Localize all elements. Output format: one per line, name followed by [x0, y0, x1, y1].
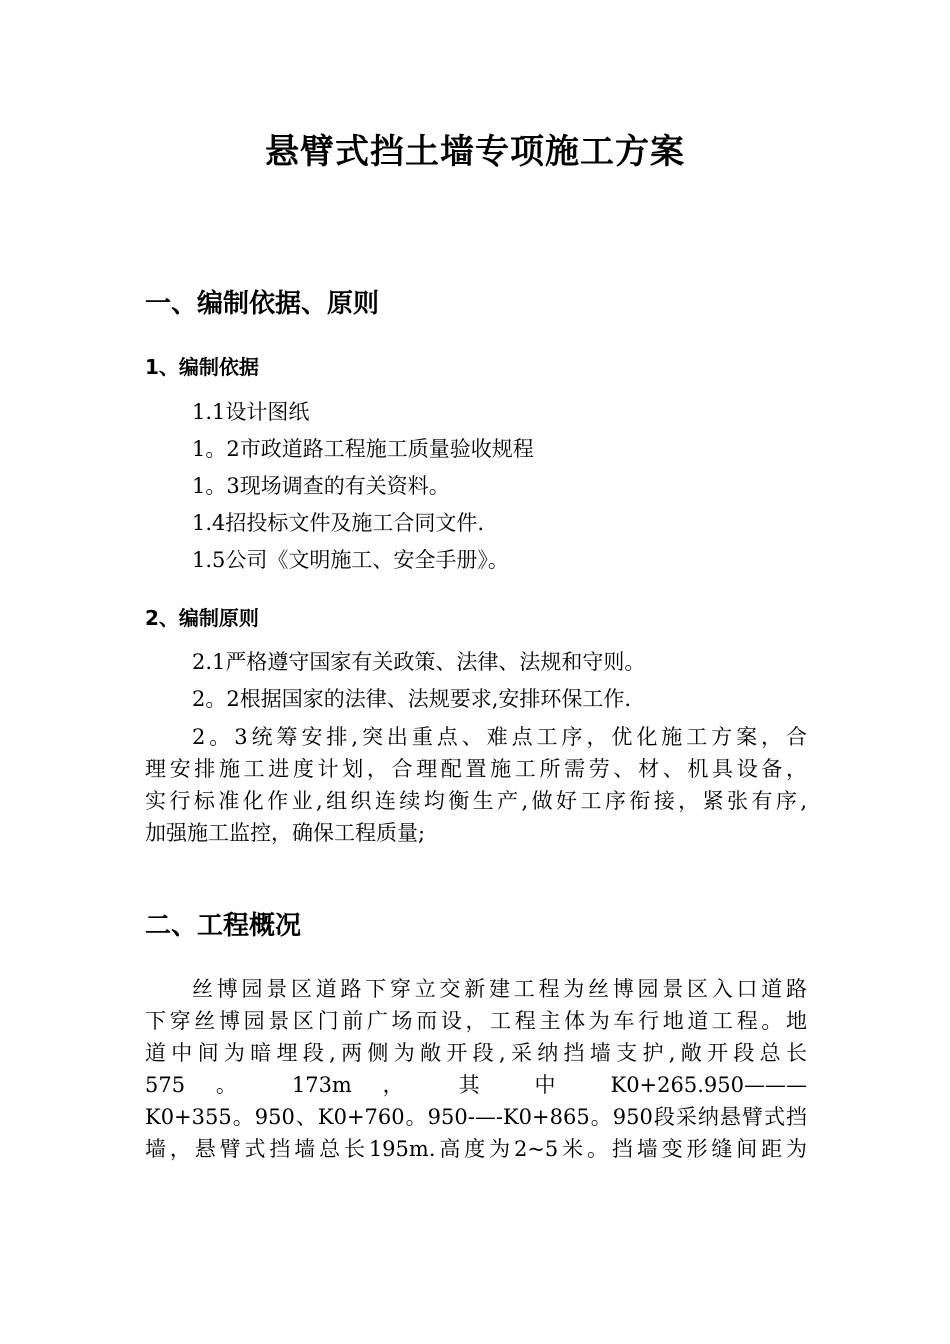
document-title: 悬臂式挡土墙专项施工方案 — [265, 132, 685, 172]
section-heading-basis-principles: 一、编制依据、原则 — [145, 289, 380, 319]
overview-paragraph — [145, 973, 807, 1165]
paragraph-line: 墙，悬臂式挡墙总长195m.高度为2~5米。挡墙变形缝间距为 — [145, 1137, 807, 1161]
list-item: 2.1严格遵守国家有关政策、法律、法规和守则。 — [192, 650, 646, 674]
paragraph-line: 加强施工监控，确保工程质量; — [145, 821, 426, 845]
paragraph-line: 理安排施工进度计划，合理配置施工所需劳、材、机具设备， — [145, 757, 807, 781]
list-item: 1。3现场调查的有关资料。 — [192, 474, 450, 498]
list-item: 1.5公司《文明施工、安全手册》。 — [192, 548, 509, 572]
paragraph-line: 下穿丝博园景区门前广场而设，工程主体为车行地道工程。地 — [145, 1009, 807, 1033]
principles-paragraph — [145, 721, 807, 849]
paragraph-line: 实行标准化作业,组织连续均衡生产,做好工序衔接，紧张有序, — [145, 789, 807, 813]
list-item: 1.1设计图纸 — [192, 400, 310, 424]
paragraph-line: 2。3统筹安排,突出重点、难点工序，优化施工方案，合 — [192, 725, 807, 749]
subsection-heading-basis: 1、编制依据 — [145, 355, 259, 379]
section-heading-project-overview: 二、工程概况 — [145, 911, 302, 941]
list-item: 1.4招投标文件及施工合同文件. — [192, 511, 485, 535]
list-item: 2。2根据国家的法律、法规要求,安排环保工作. — [192, 687, 632, 711]
subsection-heading-principles: 2、编制原则 — [145, 606, 259, 630]
paragraph-line: 丝博园景区道路下穿立交新建工程为丝博园景区入口道路 — [192, 977, 807, 1001]
list-item: 1。2市政道路工程施工质量验收规程 — [192, 437, 534, 461]
paragraph-line: 道中间为暗埋段,两侧为敞开段,采纳挡墙支护,敞开段总长 — [145, 1041, 807, 1065]
paragraph-line: 575 。 173m ， 其 中 K0+265.950——— — [145, 1073, 807, 1097]
paragraph-line: K0+355。950、K0+760。950-—-K0+865。950段采纳悬臂式挡 — [145, 1105, 807, 1129]
